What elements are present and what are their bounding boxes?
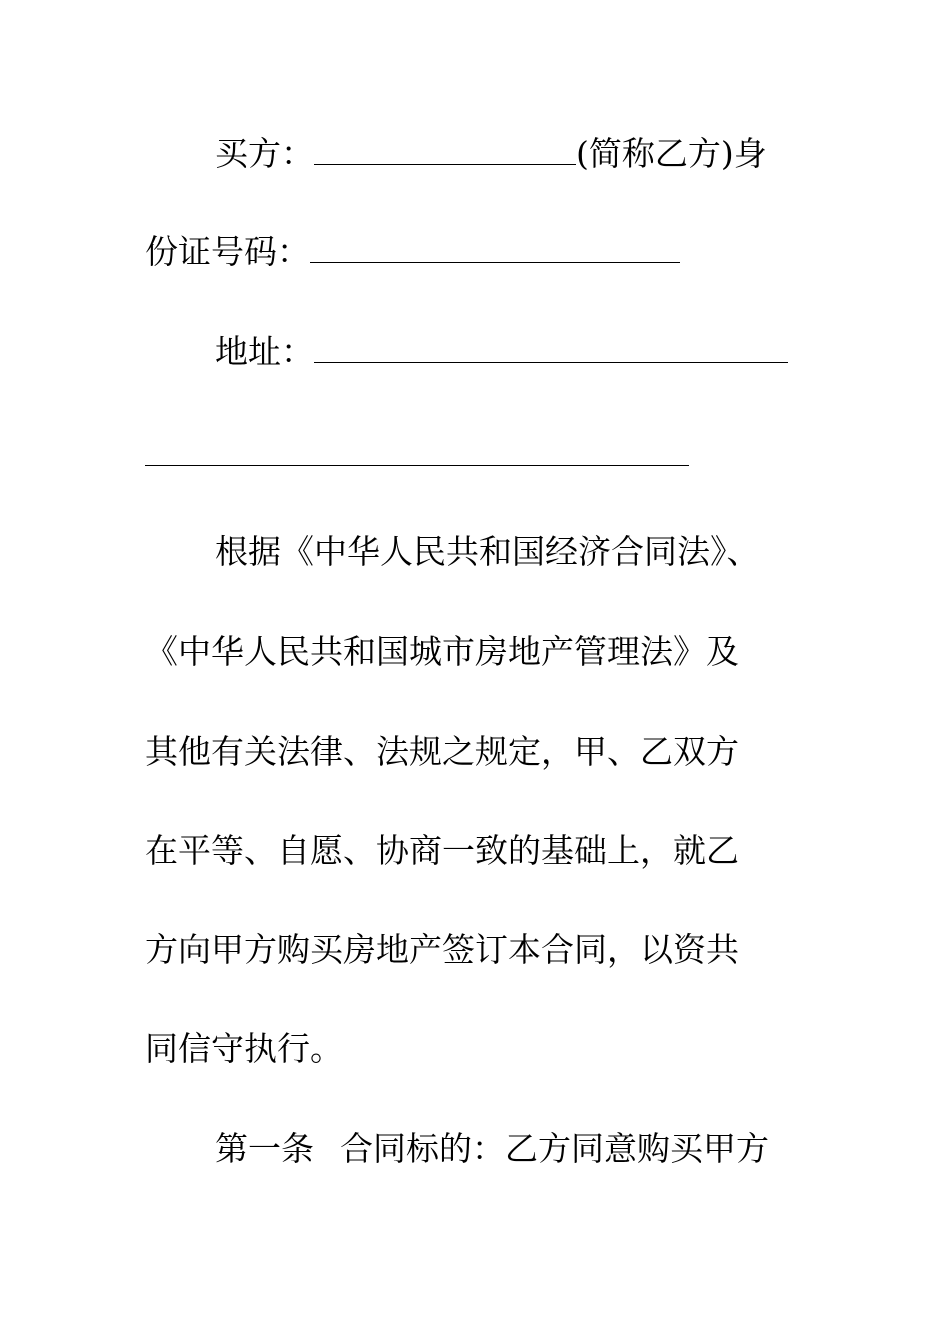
- buyer-address-line: [215, 330, 788, 374]
- preamble-line-4: 在平等、自愿、协商一致的基础上，就乙: [145, 831, 739, 870]
- article-1-text: 合同标的：乙方同意购买甲方: [340, 1129, 769, 1168]
- preamble-line-1: 根据《中华人民共和国经济合同法》、: [215, 532, 760, 571]
- buyer-id-blank[interactable]: [310, 232, 680, 263]
- buyer-address-label: 地址：: [215, 332, 314, 371]
- buyer-name-blank[interactable]: [314, 134, 576, 165]
- article-1-number: 第一条: [215, 1129, 314, 1168]
- buyer-address-blank-continued[interactable]: [145, 465, 689, 466]
- preamble-line-3: 其他有关法律、法规之规定，甲、乙双方: [145, 732, 739, 771]
- preamble-line-2: 《中华人民共和国城市房地产管理法》及: [145, 632, 739, 671]
- article-1-line: [215, 1127, 769, 1171]
- preamble-line-5: 方向甲方购买房地产签订本合同，以资共: [145, 930, 739, 969]
- buyer-id-label: 份证号码：: [145, 232, 310, 271]
- buyer-id-line: [145, 230, 680, 274]
- buyer-alias: (简称乙方)身: [576, 134, 767, 173]
- buyer-name-line: [215, 132, 767, 176]
- buyer-label: 买方：: [215, 134, 314, 173]
- buyer-address-blank[interactable]: [314, 332, 788, 363]
- preamble-line-6: 同信守执行。: [145, 1029, 343, 1068]
